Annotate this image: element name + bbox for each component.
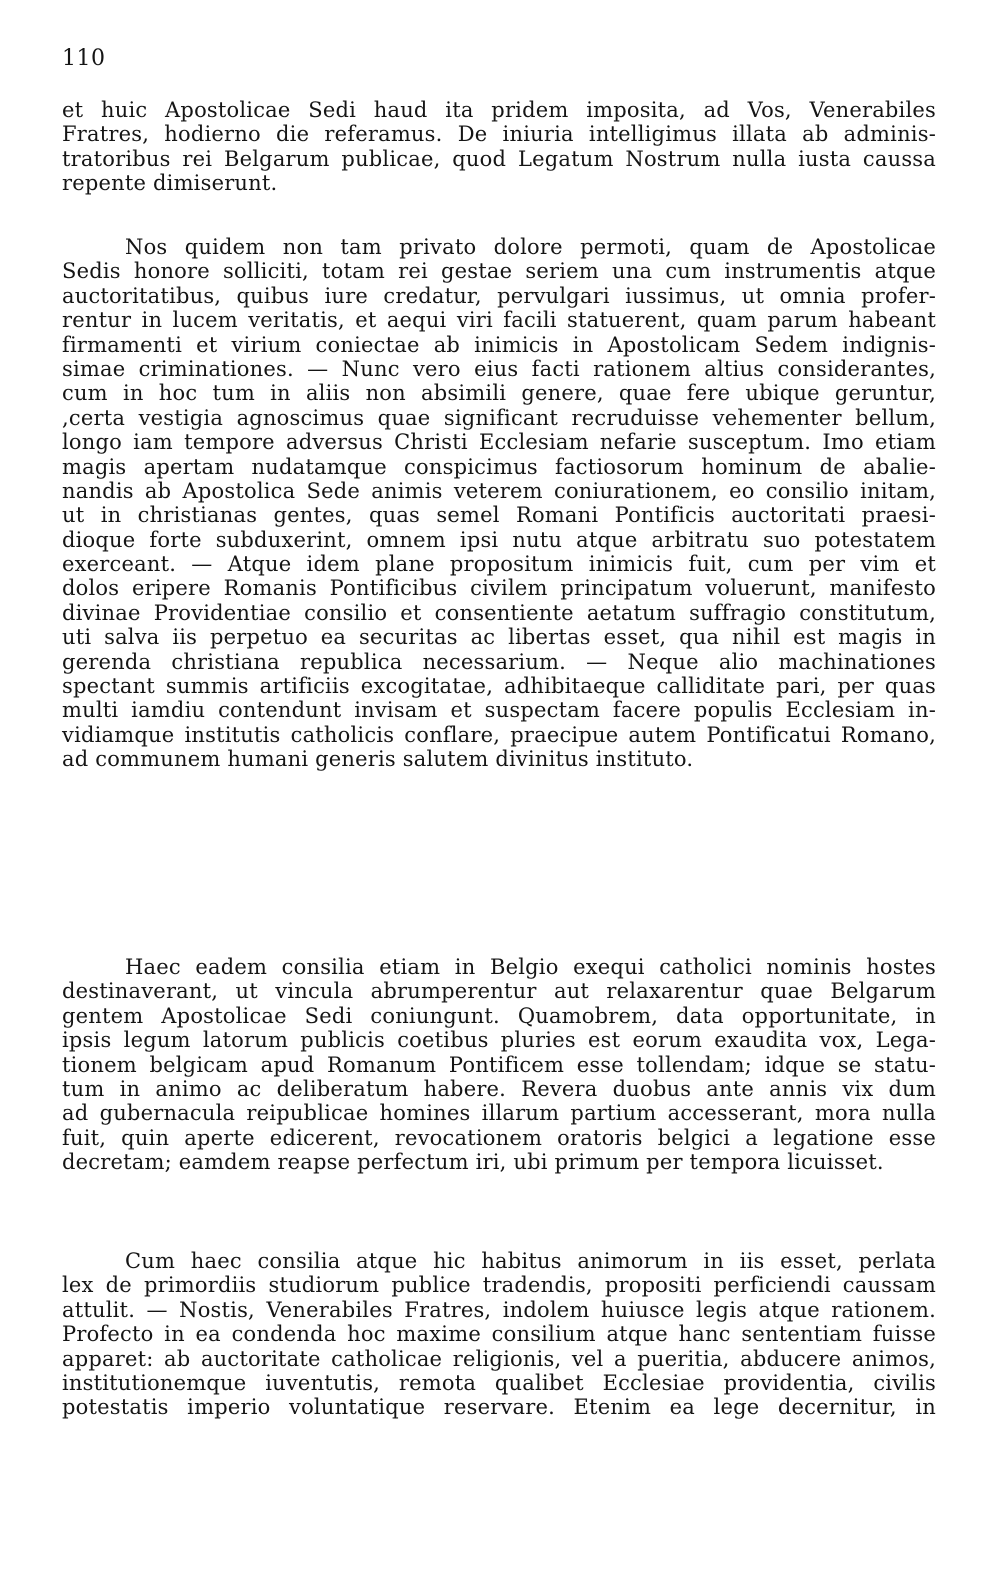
text-line: Sedis honore solliciti, totam rei gestae seriem una cum instrumentis atque	[62, 259, 936, 284]
text-line: multi iamdiu contendunt invisam et suspectam facere populis Ecclesiam in-	[62, 698, 936, 723]
text-line: tum in animo ac deliberatum habere. Revera duobus ante annis vix dum	[62, 1076, 936, 1101]
text-line: tratoribus rei Belgarum publicae, quod Legatum Nostrum nulla iusta caussa	[62, 146, 936, 171]
text-line: potestatis imperio voluntatique reservare. Etenim ea lege decernitur, in	[62, 1395, 936, 1420]
text-line: ipsis legum latorum publicis coetibus pluries est eorum exaudita vox, Lega-	[62, 1028, 936, 1053]
paragraph-4	[62, 1249, 936, 1420]
text-line: longo iam tempore adversus Christi Ecclesiam nefarie susceptum. Imo etiam	[62, 430, 936, 455]
text-line: ad communem humani generis salutem divinitus instituto.	[62, 747, 694, 772]
text-line: Fratres, hodierno die referamus. De iniuria intelligimus illata ab adminis-	[62, 122, 936, 147]
text-line: tionem belgicam apud Romanum Pontificem esse tollendam; idque se statu-	[62, 1052, 936, 1077]
text-line: apparet: ab auctoritate catholicae religionis, vel a pueritia, abducere animos,	[62, 1346, 936, 1371]
text-line: exerceant. — Atque idem plane propositum inimicis fuit, cum per vim et	[62, 552, 936, 577]
text-line: ad gubernacula reipublicae homines illarum partium accesserant, mora nulla	[62, 1101, 936, 1126]
text-line: nandis ab Apostolica Sede animis veterem coniurationem, eo consilio initam,	[62, 478, 936, 503]
text-line: repente dimiserunt.	[62, 171, 278, 196]
text-line: institutionemque iuventutis, remota qualibet Ecclesiae providentia, civilis	[62, 1370, 936, 1395]
text-line: cum in hoc tum in aliis non absimili genere, quae fere ubique geruntur,	[62, 381, 936, 406]
paragraph-3	[62, 955, 936, 1175]
text-line: uti salva iis perpetuo ea securitas ac libertas esset, qua nihil est magis in	[62, 625, 936, 650]
text-line: Haec eadem consilia etiam in Belgio exequi catholici nominis hostes	[125, 955, 936, 979]
text-line: auctoritatibus, quibus iure credatur, pervulgari iussimus, ut omnia profer-	[62, 283, 936, 308]
text-line: firmamenti et virium coniectae ab inimicis in Apostolicam Sedem indignis-	[62, 332, 936, 357]
text-line: Cum haec consilia atque hic habitus animorum in iis esset, perlata	[125, 1249, 936, 1273]
text-line: Nos quidem non tam privato dolore permoti, quam de Apostolicae	[125, 235, 936, 259]
text-line: gerenda christiana republica necessarium. — Neque alio machinationes	[62, 649, 936, 674]
text-line: gentem Apostolicae Sedi coniungunt. Quamobrem, data opportunitate, in	[62, 1003, 936, 1028]
text-line: ,certa vestigia agnoscimus quae significant recruduisse vehementer bellum,	[62, 405, 936, 430]
text-line: decretam; eamdem reapse perfectum iri, ubi primum per tempora licuisset.	[62, 1150, 884, 1175]
paragraph-2	[62, 235, 936, 772]
paragraph-1	[62, 98, 936, 196]
text-line: simae criminationes. — Nunc vero eius facti rationem altius considerantes,	[62, 356, 936, 381]
text-line: dolos eripere Romanis Pontificibus civilem principatum voluerunt, manifesto	[62, 576, 936, 601]
text-line: magis apertam nudatamque conspicimus factiosorum hominum de abalie-	[62, 454, 936, 479]
text-line: ut in christianas gentes, quas semel Romani Pontificis auctoritati praesi-	[62, 503, 936, 528]
text-line: lex de primordiis studiorum publice tradendis, propositi perficiendi caussam	[62, 1273, 936, 1298]
text-line: Profecto in ea condenda hoc maxime consilium atque hanc sententiam fuisse	[62, 1322, 936, 1347]
text-line: destinaverant, ut vincula abrumperentur aut relaxarentur quae Belgarum	[62, 979, 936, 1004]
page-number: 110	[62, 46, 106, 71]
text-line: divinae Providentiae consilio et consentiente aetatum suffragio constitutum,	[62, 600, 936, 625]
text-line: fuit, quin aperte edicerent, revocationem oratoris belgici a legatione esse	[62, 1125, 936, 1150]
text-line: rentur in lucem veritatis, et aequi viri facili statuerent, quam parum habeant	[62, 308, 936, 333]
text-line: vidiamque institutis catholicis conflare, praecipue autem Pontificatui Romano,	[62, 722, 936, 747]
text-line: spectant summis artificiis excogitatae, adhibitaeque calliditate pari, per quas	[62, 674, 936, 699]
text-line: attulit. — Nostis, Venerabiles Fratres, indolem huiusce legis atque rationem.	[62, 1297, 936, 1322]
text-line: et huic Apostolicae Sedi haud ita pridem imposita, ad Vos, Venerabiles	[62, 98, 936, 122]
text-line: dioque forte subduxerint, omnem ipsi nutu atque arbitratu suo potestatem	[62, 527, 936, 552]
